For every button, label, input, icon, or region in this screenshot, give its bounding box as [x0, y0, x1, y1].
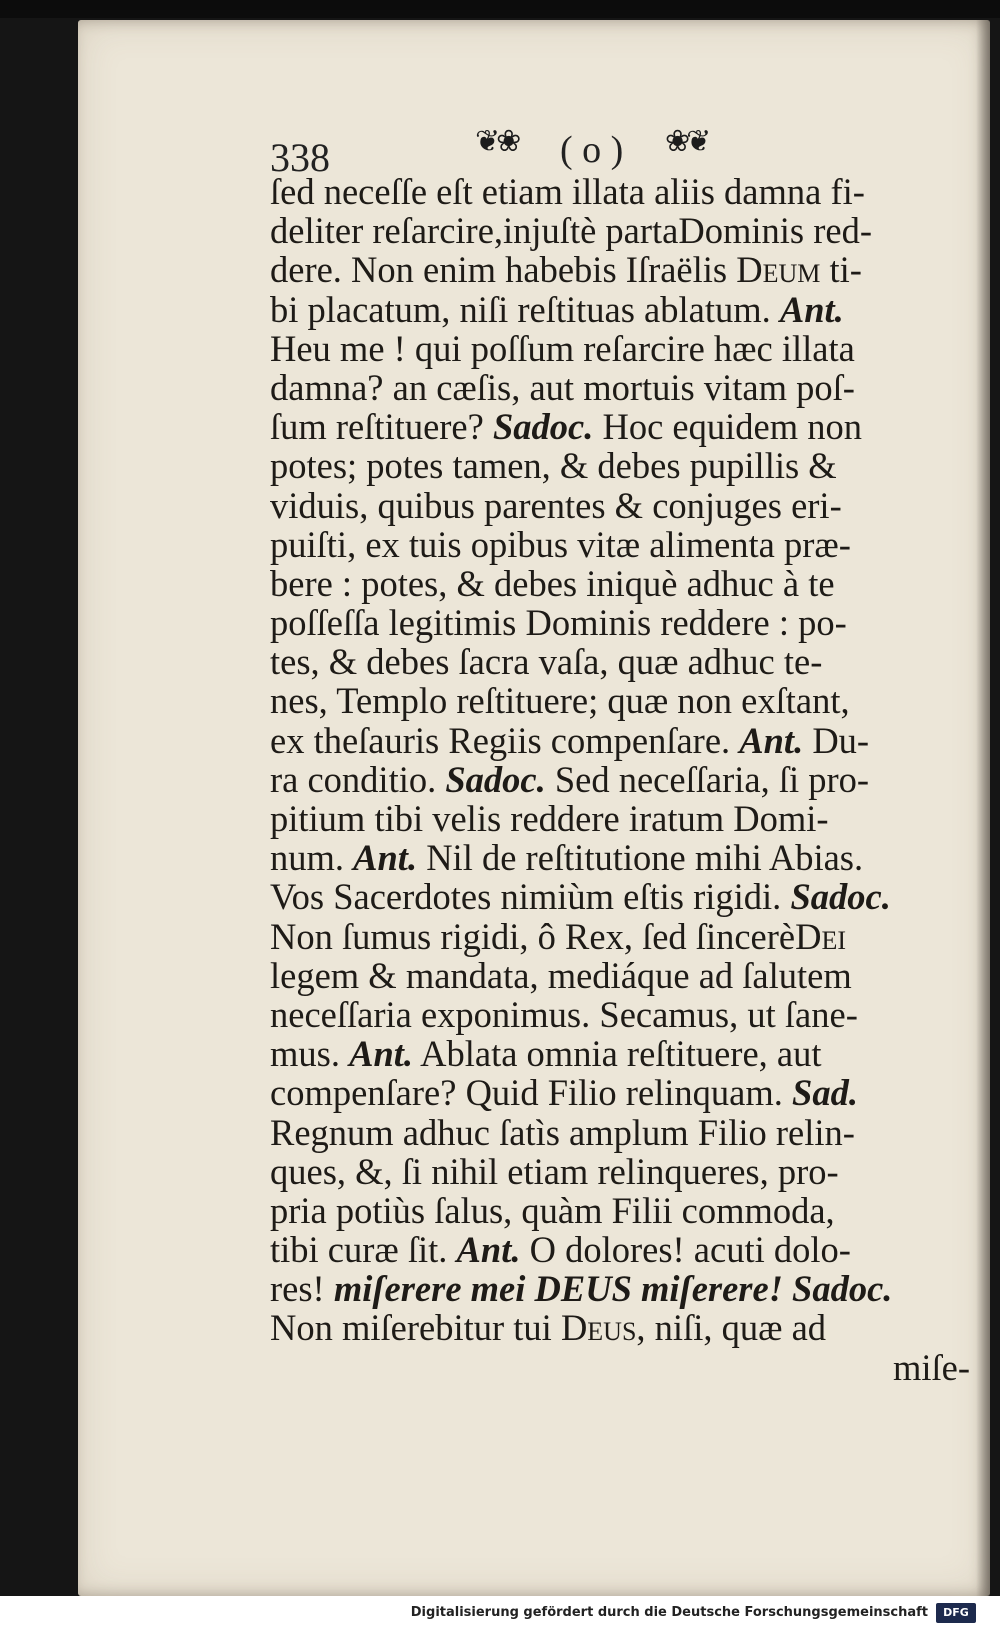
text-line: poſſeſſa legitimis Dominis reddere : po-: [270, 602, 847, 644]
text-line: deliter reſarcire,injuſtè partaDominis red-: [270, 210, 872, 252]
text-line: ra conditio. Sadoc. Sed neceſſaria, ſi pro-: [270, 758, 870, 800]
speaker-sadoc: Sadoc.: [790, 876, 891, 918]
ornament-left-icon: ❦❀: [475, 124, 518, 159]
text-line: puiſti, ex tuis opibus vitæ alimenta præ-: [270, 523, 851, 565]
dfg-logo: DFG: [936, 1603, 976, 1623]
page-fold-shadow: [976, 20, 990, 1596]
text-line: potes; potes tamen, & debes pupillis &: [270, 445, 837, 487]
text-line: ques, &, ſi nihil etiam relinqueres, pro-: [270, 1150, 839, 1192]
text-line: legem & mandata, mediáque ad ſalutem: [270, 954, 852, 996]
text-line: viduis, quibus parentes & conjuges eri-: [270, 484, 842, 526]
body-text: [270, 172, 970, 1387]
speaker-sadoc: Sadoc.: [445, 758, 546, 800]
text-line: ſum reſtituere? Sadoc. Hoc equidem non: [270, 406, 862, 448]
catchword: miſe-: [892, 1346, 970, 1388]
text-line: pria potiùs ſalus, quàm Filii commoda,: [270, 1189, 835, 1231]
text-line: tibi curæ ſit. Ant. O dolores! acuti dolo-: [270, 1229, 851, 1271]
text-line: pitium tibi velis reddere iratum Domi-: [270, 798, 829, 839]
text-line: ex theſauris Regiis compenſare. Ant. Du-: [270, 719, 870, 761]
text-line: neceſſaria exponimus. Secamus, ut ſane-: [270, 993, 858, 1035]
text-line: num. Ant. Nil de reſtitutione mihi Abias.: [270, 837, 864, 879]
text-line: res! miſerere mei DEUS miſerere! Sadoc.: [270, 1268, 893, 1310]
header-center-mark: ( o ): [560, 129, 624, 171]
speaker-sadoc: Sadoc.: [492, 406, 594, 448]
page-number: 338: [270, 135, 330, 180]
speaker-sad: Sad.: [792, 1072, 858, 1114]
text-line: Regnum adhuc ſatìs amplum Filio relin-: [270, 1111, 855, 1153]
text-line: Heu me ! qui poſſum reſarcire hæc illata: [270, 327, 855, 369]
text-line: dere. Non enim habebis Iſraëlis Deum ti-: [270, 249, 862, 291]
speaker-ant: Ant.: [779, 288, 844, 330]
speaker-ant: Ant.: [353, 837, 418, 879]
speaker-ant: Ant.: [349, 1033, 414, 1075]
footer-credit: Digitalisierung gefördert durch die Deutsche Forschungsgemeinschaft: [410, 1605, 928, 1620]
ornament-right-icon: ❀❦: [665, 124, 708, 159]
scan-footer: [0, 1596, 1000, 1632]
scan-border-top: [0, 0, 1000, 18]
speaker-ant: Ant.: [739, 719, 804, 761]
text-line: ſed neceſſe eſt etiam illata aliis damna fi-: [270, 171, 865, 212]
text-line: bi placatum, niſi reſtituas ablatum. Ant.: [270, 288, 844, 330]
text-line: Vos Sacerdotes nimiùm eſtis rigidi. Sadoc.: [270, 876, 891, 918]
text-line: damna? an cæſis, aut mortuis vitam poſ-: [270, 366, 855, 408]
text-line: compenſare? Quid Filio relinquam. Sad.: [270, 1072, 858, 1114]
text-line: tes, & debes ſacra vaſa, quæ adhuc te-: [270, 641, 823, 683]
text-line: bere : potes, & debes iniquè adhuc à te: [270, 562, 835, 604]
text-line: Non ſumus rigidi, ô Rex, ſed ſincerèDei: [270, 915, 847, 957]
text-line: mus. Ant. Ablata omnia reſtituere, aut: [270, 1033, 822, 1075]
text-line: Non miſerebitur tui Deus, niſi, quæ ad: [270, 1307, 827, 1349]
miserere-phrase: miſerere mei DEUS miſerere!: [333, 1268, 783, 1310]
speaker-ant: Ant.: [456, 1229, 521, 1271]
speaker-sadoc: Sadoc.: [792, 1268, 893, 1310]
text-line: nes, Templo reſtituere; quæ non exſtant,: [270, 680, 850, 722]
